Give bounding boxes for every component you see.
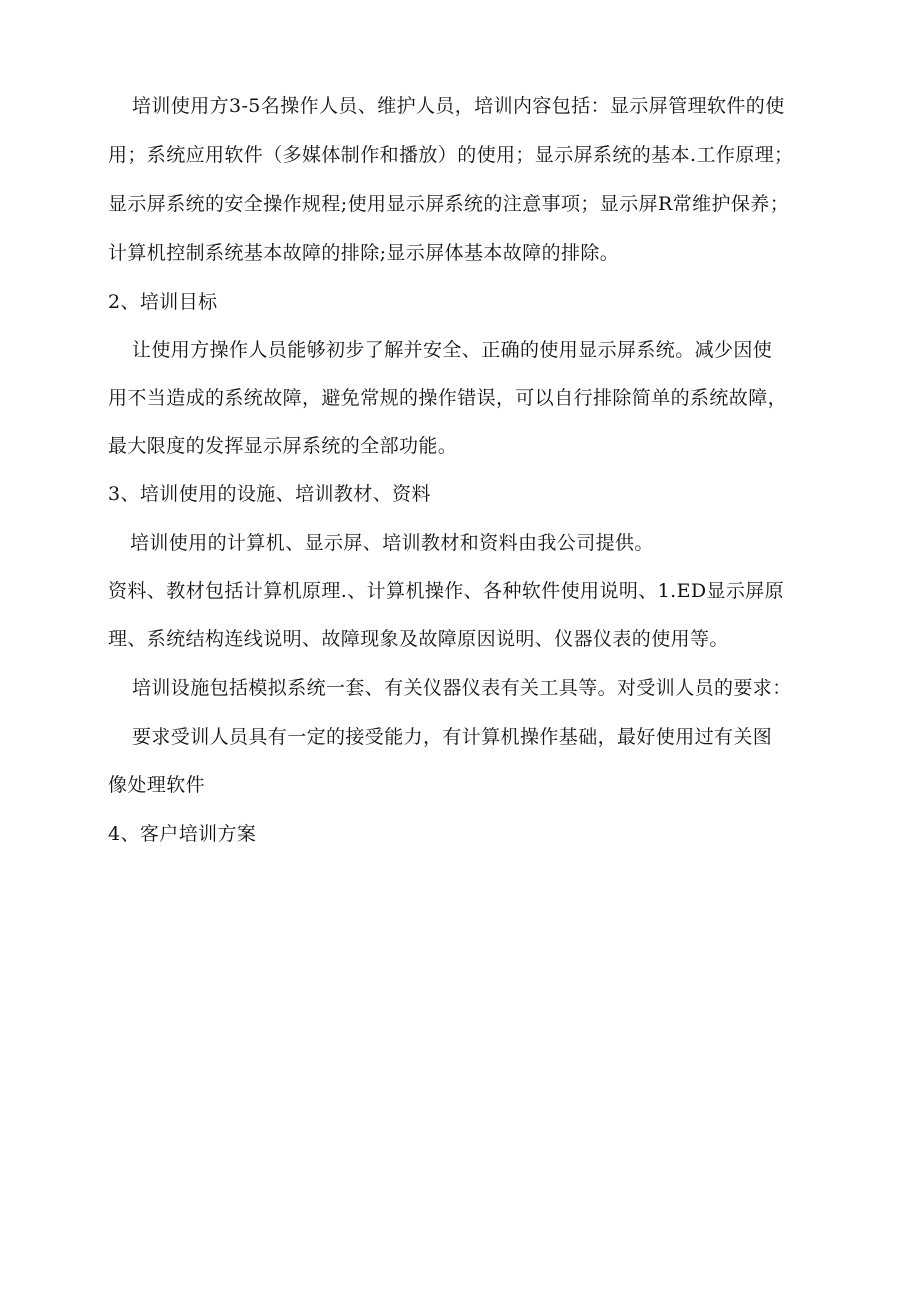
text-line: 最大限度的发挥显示屏系统的全部功能。 [108, 435, 458, 457]
text-line: 让使用方操作人员能够初步了解并安全、正确的使用显示屏系统。减少因使 [132, 339, 773, 361]
text-line: 资料、教材包括计算机原理.、计算机操作、各种软件使用说明、1.ED显示屏原 [108, 580, 785, 602]
text-line: 理、系统结构连线说明、故障现象及故障原因说明、仪器仪表的使用等。 [108, 628, 729, 650]
text-line: 培训使用方3-5名操作人员、维护人员，培训内容包括：显示屏管理软件的使 [132, 95, 785, 117]
text-line: 用不当造成的系统故障，避免常规的操作错误，可以自行排除简单的系统故障， [108, 387, 788, 409]
section-heading-customer-training-plan: 4、客户培训方案 [108, 823, 257, 845]
text-line: 计算机控制系统基本故障的排除;显示屏体基本故障的排除。 [108, 242, 620, 264]
text-line: 像处理软件 [108, 774, 206, 796]
text-line: 用；系统应用软件（多媒体制作和播放）的使用；显示屏系统的基本.工作原理； [108, 144, 794, 166]
section-heading-training-goal: 2、培训目标 [108, 291, 218, 313]
text-line: 培训使用的计算机、显示屏、培训教材和资料由我公司提供。 [130, 532, 654, 554]
text-line: 显示屏系统的安全操作规程;使用显示屏系统的注意事项；显示屏R常维护保养； [108, 193, 790, 215]
section-heading-facilities-materials: 3、培训使用的设施、培训教材、资料 [108, 483, 431, 505]
text-line: 要求受训人员具有一定的接受能力，有计算机操作基础，最好使用过有关图 [132, 726, 773, 748]
text-line: 培训设施包括模拟系统一套、有关仪器仪表有关工具等。对受训人员的要求： [132, 677, 792, 699]
